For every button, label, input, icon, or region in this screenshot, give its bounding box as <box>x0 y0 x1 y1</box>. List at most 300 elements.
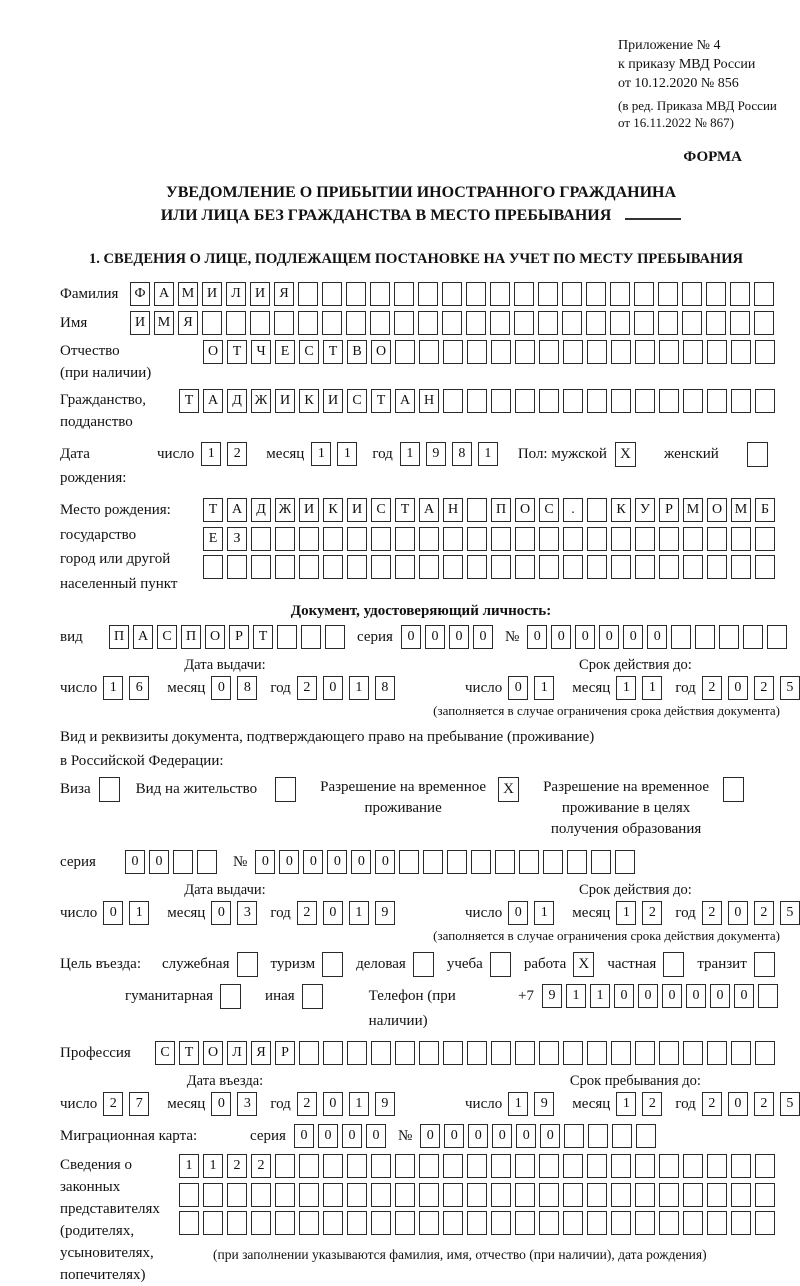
char-box[interactable] <box>731 1154 751 1178</box>
char-box[interactable]: 0 <box>734 984 754 1008</box>
char-box[interactable] <box>301 625 321 649</box>
char-box[interactable] <box>467 555 487 579</box>
char-box[interactable] <box>707 1183 727 1207</box>
char-box[interactable] <box>707 389 727 413</box>
char-box[interactable] <box>395 1154 415 1178</box>
char-box[interactable] <box>399 850 419 874</box>
char-box[interactable] <box>491 527 511 551</box>
char-box[interactable] <box>683 389 703 413</box>
char-box[interactable] <box>467 389 487 413</box>
char-box[interactable] <box>173 850 193 874</box>
char-box[interactable] <box>562 311 582 335</box>
char-box[interactable]: 0 <box>614 984 634 1008</box>
char-box[interactable] <box>539 1154 559 1178</box>
char-box[interactable] <box>755 1211 775 1235</box>
char-box[interactable] <box>683 1154 703 1178</box>
char-box[interactable] <box>491 389 511 413</box>
char-box[interactable] <box>682 282 702 306</box>
char-box[interactable] <box>707 1041 727 1065</box>
char-box[interactable] <box>395 340 415 364</box>
char-box[interactable] <box>491 1183 511 1207</box>
char-box[interactable] <box>275 1154 295 1178</box>
char-box[interactable]: 1 <box>534 901 554 925</box>
char-box[interactable]: 1 <box>311 442 331 466</box>
char-box[interactable]: Р <box>229 625 249 649</box>
char-box[interactable]: 9 <box>534 1092 554 1116</box>
char-box[interactable] <box>443 1041 463 1065</box>
char-box[interactable] <box>563 1183 583 1207</box>
char-box[interactable] <box>467 1183 487 1207</box>
char-box[interactable]: 5 <box>780 901 800 925</box>
char-box[interactable]: 5 <box>780 676 800 700</box>
char-box[interactable] <box>419 527 439 551</box>
char-box[interactable] <box>347 1211 367 1235</box>
char-box[interactable] <box>467 1154 487 1178</box>
char-box[interactable] <box>419 1154 439 1178</box>
char-box[interactable] <box>227 1183 247 1207</box>
char-box[interactable]: К <box>323 498 343 522</box>
purpose-option-checkbox[interactable] <box>322 952 343 977</box>
char-box[interactable] <box>635 555 655 579</box>
char-box[interactable]: 0 <box>473 625 493 649</box>
char-box[interactable] <box>586 311 606 335</box>
char-box[interactable] <box>611 340 631 364</box>
char-box[interactable]: А <box>154 282 174 306</box>
char-box[interactable]: 2 <box>702 1092 722 1116</box>
char-box[interactable]: Т <box>203 498 223 522</box>
char-box[interactable]: 0 <box>728 1092 748 1116</box>
char-box[interactable]: 1 <box>566 984 586 1008</box>
char-box[interactable] <box>322 311 342 335</box>
char-box[interactable]: 1 <box>349 1092 369 1116</box>
char-box[interactable] <box>203 1183 223 1207</box>
char-box[interactable] <box>758 984 778 1008</box>
char-box[interactable] <box>563 555 583 579</box>
char-box[interactable]: 1 <box>616 676 636 700</box>
char-box[interactable] <box>515 1041 535 1065</box>
char-box[interactable] <box>371 555 391 579</box>
char-box[interactable]: А <box>227 498 247 522</box>
char-box[interactable]: В <box>347 340 367 364</box>
char-box[interactable]: А <box>419 498 439 522</box>
char-box[interactable] <box>743 625 763 649</box>
char-box[interactable] <box>563 1154 583 1178</box>
char-box[interactable] <box>250 311 270 335</box>
char-box[interactable] <box>275 1183 295 1207</box>
char-box[interactable] <box>347 527 367 551</box>
char-box[interactable] <box>419 1183 439 1207</box>
char-box[interactable]: 0 <box>728 676 748 700</box>
char-box[interactable] <box>395 1041 415 1065</box>
char-box[interactable] <box>563 527 583 551</box>
char-box[interactable]: 2 <box>702 676 722 700</box>
char-box[interactable] <box>731 527 751 551</box>
char-box[interactable]: 1 <box>590 984 610 1008</box>
char-box[interactable] <box>467 1041 487 1065</box>
char-box[interactable]: 0 <box>662 984 682 1008</box>
char-box[interactable]: Я <box>274 282 294 306</box>
char-box[interactable]: . <box>563 498 583 522</box>
char-box[interactable] <box>563 1211 583 1235</box>
char-box[interactable]: Я <box>251 1041 271 1065</box>
char-box[interactable] <box>707 1154 727 1178</box>
char-box[interactable]: 2 <box>103 1092 123 1116</box>
char-box[interactable] <box>567 850 587 874</box>
char-box[interactable]: О <box>203 340 223 364</box>
char-box[interactable] <box>325 625 345 649</box>
char-box[interactable] <box>538 311 558 335</box>
char-box[interactable] <box>515 1211 535 1235</box>
char-box[interactable] <box>755 527 775 551</box>
char-box[interactable] <box>347 1041 367 1065</box>
char-box[interactable] <box>466 311 486 335</box>
char-box[interactable] <box>467 527 487 551</box>
char-box[interactable]: Т <box>179 1041 199 1065</box>
char-box[interactable]: 0 <box>211 1092 231 1116</box>
char-box[interactable] <box>251 555 271 579</box>
char-box[interactable]: И <box>347 498 367 522</box>
char-box[interactable] <box>418 282 438 306</box>
char-box[interactable] <box>611 555 631 579</box>
char-box[interactable]: 2 <box>642 901 662 925</box>
char-box[interactable] <box>634 311 654 335</box>
char-box[interactable] <box>395 1183 415 1207</box>
char-box[interactable] <box>731 1183 751 1207</box>
char-box[interactable]: И <box>299 498 319 522</box>
char-box[interactable]: Т <box>179 389 199 413</box>
char-box[interactable] <box>659 527 679 551</box>
char-box[interactable]: С <box>299 340 319 364</box>
char-box[interactable] <box>443 527 463 551</box>
purpose-option-checkbox[interactable] <box>754 952 775 977</box>
char-box[interactable] <box>298 311 318 335</box>
char-box[interactable] <box>347 1183 367 1207</box>
char-box[interactable] <box>695 625 715 649</box>
char-box[interactable]: О <box>707 498 727 522</box>
char-box[interactable]: 2 <box>227 1154 247 1178</box>
char-box[interactable]: Н <box>419 389 439 413</box>
purpose-option-checkbox[interactable] <box>490 952 511 977</box>
char-box[interactable]: 0 <box>551 625 571 649</box>
char-box[interactable]: 0 <box>516 1124 536 1148</box>
visa-checkbox[interactable] <box>99 777 120 802</box>
char-box[interactable]: С <box>371 498 391 522</box>
char-box[interactable]: 1 <box>508 1092 528 1116</box>
char-box[interactable] <box>371 1183 391 1207</box>
sex-female-checkbox[interactable] <box>747 442 768 467</box>
char-box[interactable] <box>299 1154 319 1178</box>
char-box[interactable]: М <box>178 282 198 306</box>
char-box[interactable] <box>635 389 655 413</box>
char-box[interactable] <box>731 555 751 579</box>
char-box[interactable] <box>634 282 654 306</box>
char-box[interactable] <box>539 555 559 579</box>
char-box[interactable]: 0 <box>303 850 323 874</box>
char-box[interactable]: 0 <box>575 625 595 649</box>
char-box[interactable]: 1 <box>616 1092 636 1116</box>
char-box[interactable] <box>563 1041 583 1065</box>
char-box[interactable]: 3 <box>237 1092 257 1116</box>
char-box[interactable] <box>370 282 390 306</box>
char-box[interactable] <box>611 1183 631 1207</box>
char-box[interactable] <box>683 555 703 579</box>
char-box[interactable] <box>467 340 487 364</box>
char-box[interactable] <box>322 282 342 306</box>
char-box[interactable] <box>371 1154 391 1178</box>
char-box[interactable]: 0 <box>323 901 343 925</box>
char-box[interactable]: 2 <box>754 676 774 700</box>
char-box[interactable] <box>275 527 295 551</box>
char-box[interactable]: Т <box>253 625 273 649</box>
char-box[interactable] <box>683 1041 703 1065</box>
char-box[interactable] <box>495 850 515 874</box>
char-box[interactable] <box>251 527 271 551</box>
char-box[interactable]: 1 <box>349 676 369 700</box>
temp-residence-education-checkbox[interactable] <box>723 777 744 802</box>
char-box[interactable]: З <box>227 527 247 551</box>
char-box[interactable]: 2 <box>251 1154 271 1178</box>
char-box[interactable] <box>323 527 343 551</box>
char-box[interactable]: Ж <box>275 498 295 522</box>
char-box[interactable] <box>755 389 775 413</box>
purpose-option-checkbox[interactable]: X <box>573 952 594 977</box>
char-box[interactable]: 0 <box>149 850 169 874</box>
char-box[interactable] <box>491 340 511 364</box>
char-box[interactable] <box>346 311 366 335</box>
char-box[interactable] <box>543 850 563 874</box>
char-box[interactable]: И <box>323 389 343 413</box>
char-box[interactable]: 7 <box>129 1092 149 1116</box>
char-box[interactable] <box>298 282 318 306</box>
char-box[interactable]: Б <box>755 498 775 522</box>
char-box[interactable] <box>419 1211 439 1235</box>
char-box[interactable] <box>683 527 703 551</box>
char-box[interactable] <box>587 498 607 522</box>
char-box[interactable] <box>179 1183 199 1207</box>
char-box[interactable] <box>394 282 414 306</box>
char-box[interactable] <box>299 555 319 579</box>
char-box[interactable] <box>587 340 607 364</box>
char-box[interactable] <box>394 311 414 335</box>
char-box[interactable]: П <box>109 625 129 649</box>
char-box[interactable] <box>707 555 727 579</box>
char-box[interactable]: 0 <box>211 901 231 925</box>
char-box[interactable] <box>491 555 511 579</box>
char-box[interactable]: 0 <box>401 625 421 649</box>
char-box[interactable] <box>226 311 246 335</box>
char-box[interactable] <box>197 850 217 874</box>
char-box[interactable]: 0 <box>327 850 347 874</box>
char-box[interactable] <box>418 311 438 335</box>
char-box[interactable] <box>659 555 679 579</box>
char-box[interactable]: 5 <box>780 1092 800 1116</box>
char-box[interactable] <box>731 1211 751 1235</box>
char-box[interactable] <box>539 527 559 551</box>
char-box[interactable] <box>635 527 655 551</box>
char-box[interactable]: 0 <box>323 1092 343 1116</box>
char-box[interactable] <box>755 1041 775 1065</box>
char-box[interactable] <box>659 340 679 364</box>
char-box[interactable] <box>731 340 751 364</box>
char-box[interactable] <box>515 527 535 551</box>
char-box[interactable]: 0 <box>425 625 445 649</box>
char-box[interactable]: И <box>250 282 270 306</box>
char-box[interactable] <box>490 282 510 306</box>
char-box[interactable] <box>658 282 678 306</box>
char-box[interactable]: Т <box>371 389 391 413</box>
char-box[interactable]: Л <box>227 1041 247 1065</box>
char-box[interactable] <box>707 1211 727 1235</box>
char-box[interactable] <box>347 1154 367 1178</box>
char-box[interactable] <box>447 850 467 874</box>
char-box[interactable] <box>731 389 751 413</box>
temp-residence-checkbox[interactable]: X <box>498 777 519 802</box>
char-box[interactable]: С <box>157 625 177 649</box>
char-box[interactable] <box>611 1041 631 1065</box>
char-box[interactable] <box>683 1183 703 1207</box>
char-box[interactable] <box>587 1211 607 1235</box>
char-box[interactable] <box>755 1154 775 1178</box>
char-box[interactable] <box>635 1183 655 1207</box>
char-box[interactable] <box>323 1154 343 1178</box>
char-box[interactable]: 1 <box>179 1154 199 1178</box>
char-box[interactable]: Ж <box>251 389 271 413</box>
char-box[interactable]: 0 <box>211 676 231 700</box>
char-box[interactable]: 0 <box>492 1124 512 1148</box>
char-box[interactable] <box>419 1041 439 1065</box>
char-box[interactable]: 2 <box>754 1092 774 1116</box>
char-box[interactable]: 0 <box>103 901 123 925</box>
char-box[interactable] <box>395 555 415 579</box>
char-box[interactable]: П <box>491 498 511 522</box>
char-box[interactable]: И <box>202 282 222 306</box>
char-box[interactable] <box>539 1183 559 1207</box>
char-box[interactable] <box>591 850 611 874</box>
char-box[interactable] <box>299 527 319 551</box>
char-box[interactable] <box>615 850 635 874</box>
char-box[interactable] <box>539 1041 559 1065</box>
char-box[interactable]: Т <box>323 340 343 364</box>
char-box[interactable] <box>443 340 463 364</box>
char-box[interactable]: Т <box>395 498 415 522</box>
char-box[interactable] <box>707 527 727 551</box>
char-box[interactable] <box>323 1183 343 1207</box>
char-box[interactable] <box>659 1154 679 1178</box>
char-box[interactable]: Н <box>443 498 463 522</box>
char-box[interactable] <box>515 389 535 413</box>
char-box[interactable] <box>395 1211 415 1235</box>
char-box[interactable] <box>275 555 295 579</box>
char-box[interactable]: С <box>347 389 367 413</box>
char-box[interactable]: 1 <box>103 676 123 700</box>
char-box[interactable] <box>519 850 539 874</box>
char-box[interactable] <box>562 282 582 306</box>
char-box[interactable] <box>586 282 606 306</box>
char-box[interactable]: 0 <box>375 850 395 874</box>
char-box[interactable] <box>443 1211 463 1235</box>
char-box[interactable]: 0 <box>294 1124 314 1148</box>
char-box[interactable]: О <box>203 1041 223 1065</box>
char-box[interactable]: Р <box>659 498 679 522</box>
char-box[interactable]: 2 <box>297 676 317 700</box>
char-box[interactable] <box>636 1124 656 1148</box>
char-box[interactable]: Д <box>227 389 247 413</box>
char-box[interactable] <box>467 1211 487 1235</box>
char-box[interactable]: 0 <box>623 625 643 649</box>
purpose-option-checkbox[interactable] <box>663 952 684 977</box>
char-box[interactable] <box>587 555 607 579</box>
char-box[interactable] <box>346 282 366 306</box>
char-box[interactable]: 0 <box>686 984 706 1008</box>
char-box[interactable]: 1 <box>337 442 357 466</box>
char-box[interactable] <box>659 1041 679 1065</box>
char-box[interactable]: 3 <box>237 901 257 925</box>
char-box[interactable]: Е <box>275 340 295 364</box>
purpose-option-checkbox[interactable] <box>302 984 323 1009</box>
char-box[interactable]: 2 <box>227 442 247 466</box>
char-box[interactable] <box>515 340 535 364</box>
char-box[interactable] <box>612 1124 632 1148</box>
char-box[interactable] <box>588 1124 608 1148</box>
purpose-option-checkbox[interactable] <box>413 952 434 977</box>
char-box[interactable] <box>323 1211 343 1235</box>
char-box[interactable] <box>443 1183 463 1207</box>
char-box[interactable] <box>299 1041 319 1065</box>
char-box[interactable] <box>611 389 631 413</box>
char-box[interactable] <box>514 282 534 306</box>
char-box[interactable] <box>659 1183 679 1207</box>
char-box[interactable] <box>610 311 630 335</box>
char-box[interactable] <box>659 1211 679 1235</box>
char-box[interactable] <box>443 389 463 413</box>
char-box[interactable]: Т <box>227 340 247 364</box>
char-box[interactable] <box>635 1041 655 1065</box>
char-box[interactable]: О <box>205 625 225 649</box>
char-box[interactable]: О <box>515 498 535 522</box>
char-box[interactable] <box>419 340 439 364</box>
char-box[interactable]: К <box>299 389 319 413</box>
char-box[interactable]: 1 <box>616 901 636 925</box>
char-box[interactable]: И <box>275 389 295 413</box>
char-box[interactable]: 0 <box>638 984 658 1008</box>
char-box[interactable] <box>227 555 247 579</box>
char-box[interactable] <box>371 1041 391 1065</box>
char-box[interactable] <box>471 850 491 874</box>
char-box[interactable]: А <box>395 389 415 413</box>
char-box[interactable] <box>277 625 297 649</box>
char-box[interactable]: И <box>130 311 150 335</box>
char-box[interactable]: 0 <box>125 850 145 874</box>
char-box[interactable] <box>370 311 390 335</box>
purpose-option-checkbox[interactable] <box>220 984 241 1009</box>
char-box[interactable] <box>730 282 750 306</box>
char-box[interactable]: М <box>683 498 703 522</box>
char-box[interactable] <box>658 311 678 335</box>
char-box[interactable]: 1 <box>129 901 149 925</box>
char-box[interactable]: 9 <box>375 901 395 925</box>
char-box[interactable]: 8 <box>452 442 472 466</box>
char-box[interactable]: М <box>731 498 751 522</box>
char-box[interactable] <box>611 527 631 551</box>
char-box[interactable] <box>635 340 655 364</box>
char-box[interactable]: У <box>635 498 655 522</box>
char-box[interactable] <box>395 527 415 551</box>
char-box[interactable]: 0 <box>255 850 275 874</box>
char-box[interactable] <box>251 1183 271 1207</box>
char-box[interactable] <box>442 282 462 306</box>
char-box[interactable]: К <box>611 498 631 522</box>
char-box[interactable] <box>611 1154 631 1178</box>
